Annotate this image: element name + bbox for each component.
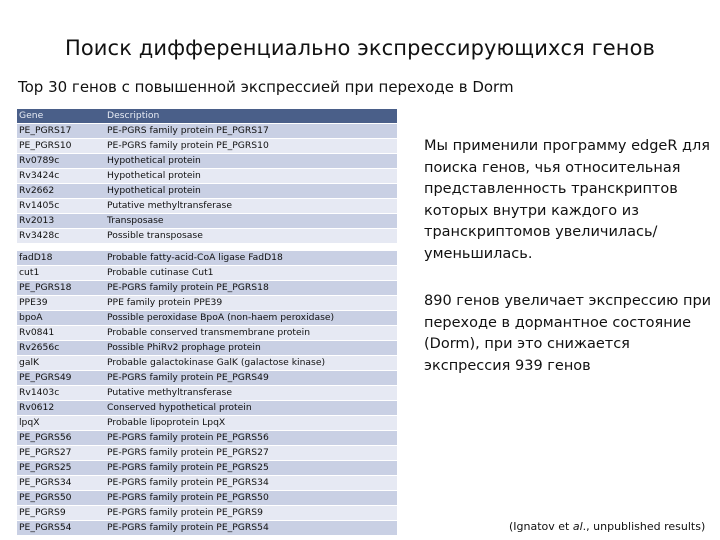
result-paragraph: 890 генов увеличает экспрессию при переходе в дормантное состояние (Dorm), при это снижается экспрессия 939 генов — [424, 293, 712, 374]
gene-cell: PE_PGRS50 — [17, 491, 105, 506]
slide-title: Поиск дифференциально экспрессирующихся генов — [64, 36, 656, 60]
description-cell: PE-PGRS family protein PE_PGRS49 — [105, 371, 397, 386]
table-row — [17, 214, 397, 229]
header-gene: Gene — [17, 109, 105, 124]
table-row — [17, 281, 397, 296]
table-row — [17, 169, 397, 184]
table-row — [17, 266, 397, 281]
table-row — [17, 311, 397, 326]
table-row — [17, 251, 397, 266]
description-cell: PE-PGRS family protein PE_PGRS10 — [105, 139, 397, 154]
table-row — [17, 476, 397, 491]
gene-cell: Rv0789c — [17, 154, 105, 169]
description-cell: PE-PGRS family protein PE_PGRS27 — [105, 446, 397, 461]
gene-cell: PE_PGRS34 — [17, 476, 105, 491]
table-row — [17, 184, 397, 199]
gene-cell: Rv2656c — [17, 341, 105, 356]
description-cell: PE-PGRS family protein PE_PGRS56 — [105, 431, 397, 446]
table-row — [17, 199, 397, 214]
gene-cell: PE_PGRS25 — [17, 461, 105, 476]
citation — [509, 520, 705, 533]
description-cell: Hypothetical protein — [105, 169, 397, 184]
gene-table-body — [17, 124, 397, 536]
gene-cell: fadD18 — [17, 251, 105, 266]
method-paragraph: Мы применили программу edgeR для поиска генов, чья относительная представленность транскриптов которых внутри каждого из транскриптомов увеличилась/уменьшилась. — [424, 138, 711, 262]
citation-text-end: ., unpublished results) — [582, 520, 706, 533]
table-header-row — [17, 109, 397, 124]
table-row — [17, 154, 397, 169]
gene-cell: Rv1405c — [17, 199, 105, 214]
table-row — [17, 521, 397, 536]
table-row — [17, 416, 397, 431]
gene-cell: PE_PGRS18 — [17, 281, 105, 296]
description-cell: PE-PGRS family protein PE_PGRS34 — [105, 476, 397, 491]
table-row — [17, 446, 397, 461]
description-cell: PE-PGRS family protein PE_PGRS54 — [105, 521, 397, 536]
description-cell: Probable fatty-acid-CoA ligase FadD18 — [105, 251, 397, 266]
description-cell: PE-PGRS family protein PE_PGRS50 — [105, 491, 397, 506]
gene-cell: cut1 — [17, 266, 105, 281]
description-cell: Putative methyltransferase — [105, 386, 397, 401]
description-cell: Transposase — [105, 214, 397, 229]
gene-cell: bpoA — [17, 311, 105, 326]
gene-cell: PE_PGRS27 — [17, 446, 105, 461]
table-row — [17, 229, 397, 244]
description-cell: Probable lipoprotein LpqX — [105, 416, 397, 431]
description-cell: Putative methyltransferase — [105, 199, 397, 214]
table-row — [17, 296, 397, 311]
table-row — [17, 386, 397, 401]
table-row — [17, 326, 397, 341]
gene-cell: Rv3428c — [17, 229, 105, 244]
table-row — [17, 124, 397, 139]
table-row — [17, 506, 397, 521]
gene-cell: PE_PGRS9 — [17, 506, 105, 521]
gene-cell: galK — [17, 356, 105, 371]
description-cell: PE-PGRS family protein PE_PGRS17 — [105, 124, 397, 139]
table-row — [17, 491, 397, 506]
table-row — [17, 356, 397, 371]
table-row — [17, 461, 397, 476]
gene-cell: PE_PGRS56 — [17, 431, 105, 446]
gap-cell — [17, 244, 397, 251]
description-cell: Possible peroxidase BpoA (non-haem peroxidase) — [105, 311, 397, 326]
gene-cell: PE_PGRS49 — [17, 371, 105, 386]
description-cell: Probable conserved transmembrane protein — [105, 326, 397, 341]
description-cell: Probable galactokinase GalK (galactose kinase) — [105, 356, 397, 371]
description-cell: Hypothetical protein — [105, 154, 397, 169]
table-row — [17, 139, 397, 154]
gene-cell: Rv2013 — [17, 214, 105, 229]
table-group-gap — [17, 244, 397, 251]
description-cell: Conserved hypothetical protein — [105, 401, 397, 416]
gene-cell: Rv0841 — [17, 326, 105, 341]
description-cell: Possible PhiRv2 prophage protein — [105, 341, 397, 356]
gene-cell: PE_PGRS10 — [17, 139, 105, 154]
table-row — [17, 371, 397, 386]
table-row — [17, 341, 397, 356]
gene-cell: Rv3424c — [17, 169, 105, 184]
header-description: Description — [105, 109, 397, 124]
gene-cell: PE_PGRS17 — [17, 124, 105, 139]
table-row — [17, 401, 397, 416]
slide-subtitle: Top 30 генов с повышенной экспрессией при переходе в Dorm — [18, 78, 514, 96]
description-cell: PE-PGRS family protein PE_PGRS9 — [105, 506, 397, 521]
gene-cell: Rv2662 — [17, 184, 105, 199]
gene-cell: PPE39 — [17, 296, 105, 311]
gene-cell: lpqX — [17, 416, 105, 431]
description-cell: PE-PGRS family protein PE_PGRS18 — [105, 281, 397, 296]
description-cell: Hypothetical protein — [105, 184, 397, 199]
gene-table — [17, 109, 397, 536]
description-cell: PPE family protein PPE39 — [105, 296, 397, 311]
table-row — [17, 431, 397, 446]
description-cell: Possible transposase — [105, 229, 397, 244]
citation-italic: al — [572, 520, 583, 533]
description-cell: PE-PGRS family protein PE_PGRS25 — [105, 461, 397, 476]
gene-cell: PE_PGRS54 — [17, 521, 105, 536]
gene-cell: Rv0612 — [17, 401, 105, 416]
gene-cell: Rv1403c — [17, 386, 105, 401]
citation-text-start: (Ignatov et — [509, 520, 573, 533]
description-cell: Probable cutinase Cut1 — [105, 266, 397, 281]
